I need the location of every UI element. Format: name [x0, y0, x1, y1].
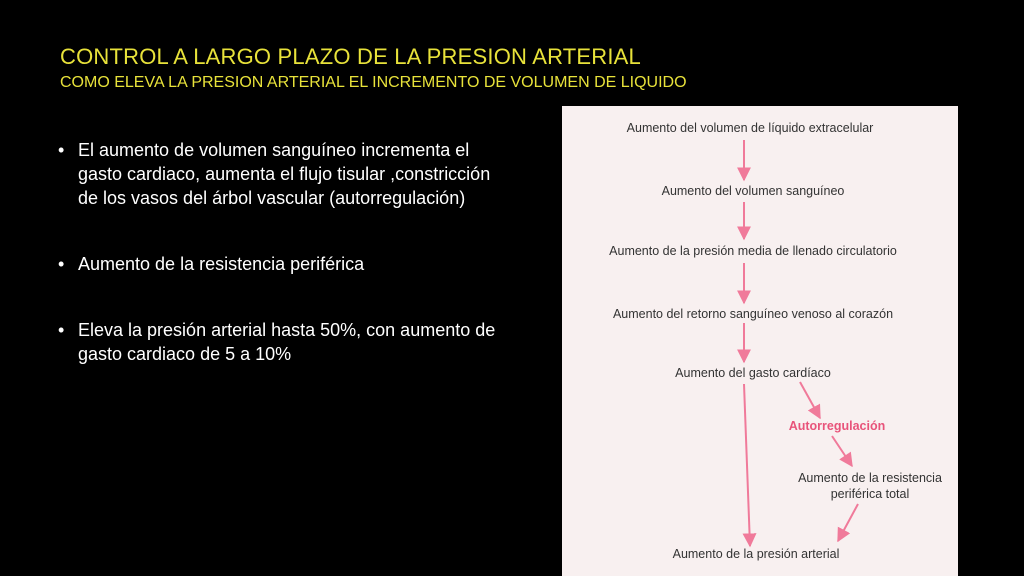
bullet-marker: •: [58, 140, 65, 160]
node-autoregulation: Autorregulación: [788, 419, 886, 433]
slide-subtitle: COMO ELEVA LA PRESION ARTERIAL EL INCREMENTO DE VOLUMEN DE LIQUIDO: [60, 74, 687, 91]
bullet-text: Eleva la presión arterial hasta 50%, con aumento de gasto cardiaco de 5 a 10%: [78, 320, 496, 364]
node-venous-return: Aumento del retorno sanguíneo venoso al corazón: [612, 307, 894, 321]
bullet-text: El aumento de volumen sanguíneo incrementa el gasto cardiaco, aumenta el flujo tisular ,constricción de los vasos del árbol vascular (autorregulación): [78, 140, 491, 208]
bullet-text: Aumento de la resistencia periférica: [78, 254, 365, 274]
node-blood-volume: Aumento del volumen sanguíneo: [661, 184, 845, 198]
node-arterial-pressure: Aumento de la presión arterial: [672, 547, 840, 561]
arrow-n6-n7: [832, 436, 852, 466]
bullet-marker: •: [58, 320, 65, 340]
bullet-item: [58, 318, 498, 366]
node-mean-filling-pressure: Aumento de la presión media de llenado circulatorio: [609, 244, 897, 258]
node-extracellular-volume: Aumento del volumen de líquido extracelular: [626, 121, 874, 135]
bullet-list: [58, 138, 498, 408]
arrow-n7-n8: [838, 504, 858, 541]
diagram-arrows: [562, 106, 958, 576]
bullet-item: [58, 252, 498, 276]
node-peripheral-resistance-line2: periférica total: [830, 487, 910, 501]
bullet-marker: •: [58, 254, 65, 274]
node-peripheral-resistance-line1: Aumento de la resistencia: [798, 471, 942, 485]
slide-title: CONTROL A LARGO PLAZO DE LA PRESION ARTERIAL: [60, 44, 641, 69]
arrow-n5-n6: [800, 382, 820, 418]
arrow-n5-n8: [744, 384, 750, 546]
bullet-item: [58, 138, 498, 210]
flow-diagram: [562, 106, 958, 576]
node-cardiac-output: Aumento del gasto cardíaco: [675, 366, 831, 380]
